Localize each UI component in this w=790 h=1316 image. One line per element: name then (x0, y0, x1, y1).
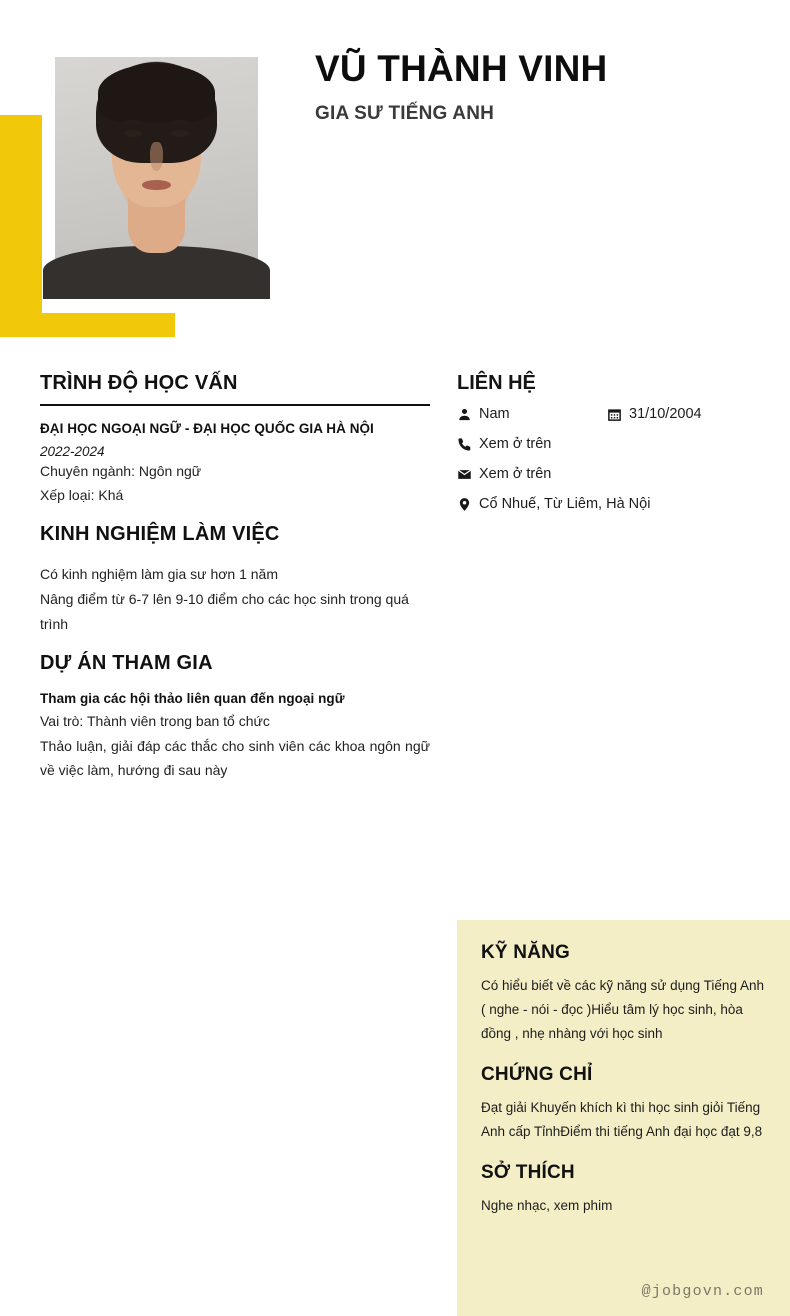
section-title-certificates: CHỨNG CHỈ (481, 1064, 593, 1086)
certificates-text: Đạt giải Khuyến khích kì thi học sinh giỏi Tiếng Anh cấp TỉnhĐiểm thi tiếng Anh đại học đạt 9,8 (481, 1100, 763, 1140)
contact-row-gender-birthday (457, 406, 790, 422)
email-icon (457, 467, 479, 482)
contact-gender: Nam (479, 406, 510, 422)
photo-shoulders (43, 246, 270, 299)
section-title-contact: LIÊN HỆ (457, 372, 536, 394)
contact-item-birthday (607, 406, 702, 422)
right-column (457, 372, 790, 526)
contact-row-address (457, 496, 790, 512)
calendar-icon (607, 407, 629, 422)
person-icon (457, 407, 479, 422)
contact-row-email (457, 466, 790, 482)
left-column (40, 372, 430, 783)
photo-nose (150, 142, 162, 171)
education-dates: 2022-2024 (40, 443, 105, 459)
contact-address: Cổ Nhuế, Từ Liêm, Hà Nội (479, 496, 651, 512)
photo-fringe (98, 64, 216, 122)
education-major: Chuyên ngành: Ngôn ngữ (40, 462, 202, 479)
highlight-panel (457, 920, 790, 1316)
education-grade: Xếp loại: Khá (40, 487, 124, 504)
project-role: Vai trò: Thành viên trong ban tổ chức (40, 712, 270, 729)
cv-header (0, 0, 790, 350)
spacer (481, 1046, 766, 1064)
spacer (481, 1144, 766, 1162)
project-name: Tham gia các hội thảo liên quan đến ngoại ngữ (40, 691, 345, 707)
divider (40, 404, 430, 406)
job-title: GIA SƯ TIẾNG ANH (315, 102, 495, 124)
contact-row-phone (457, 436, 790, 452)
section-title-projects: DỰ ÁN THAM GIA (40, 652, 213, 675)
watermark: @jobgovn.com (641, 1283, 764, 1300)
section-education (40, 372, 430, 508)
project-detail: Thảo luận, giải đáp các thắc cho sinh viên các khoa ngôn ngữ về việc làm, hướng đi sau này (40, 737, 430, 779)
section-title-hobbies: SỞ THÍCH (481, 1162, 575, 1184)
section-experience (40, 523, 430, 637)
section-projects (40, 652, 430, 783)
contact-email: Xem ở trên (479, 466, 552, 482)
hobbies-text: Nghe nhạc, xem phim (481, 1198, 613, 1214)
photo-mouth (142, 180, 170, 190)
avatar (51, 53, 262, 303)
page-title: VŨ THÀNH VINH (315, 48, 608, 89)
education-school: ĐẠI HỌC NGOẠI NGỮ - ĐẠI HỌC QUỐC GIA HÀ NỘI (40, 421, 374, 436)
name-block (315, 47, 607, 125)
portrait-photo (55, 57, 258, 299)
phone-icon (457, 437, 479, 452)
spacer (40, 508, 430, 523)
section-title-education: TRÌNH ĐỘ HỌC VẤN (40, 372, 238, 394)
experience-line-1: Có kinh nghiệm làm gia sư hơn 1 năm (40, 566, 278, 583)
skills-text: Có hiểu biết về các kỹ năng sử dụng Tiếng Anh ( nghe - nói - đọc )Hiểu tâm lý học sinh, hòa đồng , nhẹ nhàng với học sinh (481, 978, 764, 1042)
contact-phone: Xem ở trên (479, 436, 552, 452)
accent-bar-horizontal (0, 313, 175, 337)
spacer (40, 637, 430, 652)
contact-list (457, 406, 790, 512)
location-pin-icon (457, 497, 479, 512)
accent-bar-vertical (0, 115, 42, 337)
contact-birthday: 31/10/2004 (629, 406, 702, 422)
section-title-skills: KỸ NĂNG (481, 942, 571, 963)
contact-item-gender (457, 406, 607, 422)
section-title-experience: KINH NGHIỆM LÀM VIỆC (40, 523, 280, 546)
experience-line-2: Nâng điểm từ 6-7 lên 9-10 điểm cho các học sinh trong quá trình (40, 591, 409, 633)
